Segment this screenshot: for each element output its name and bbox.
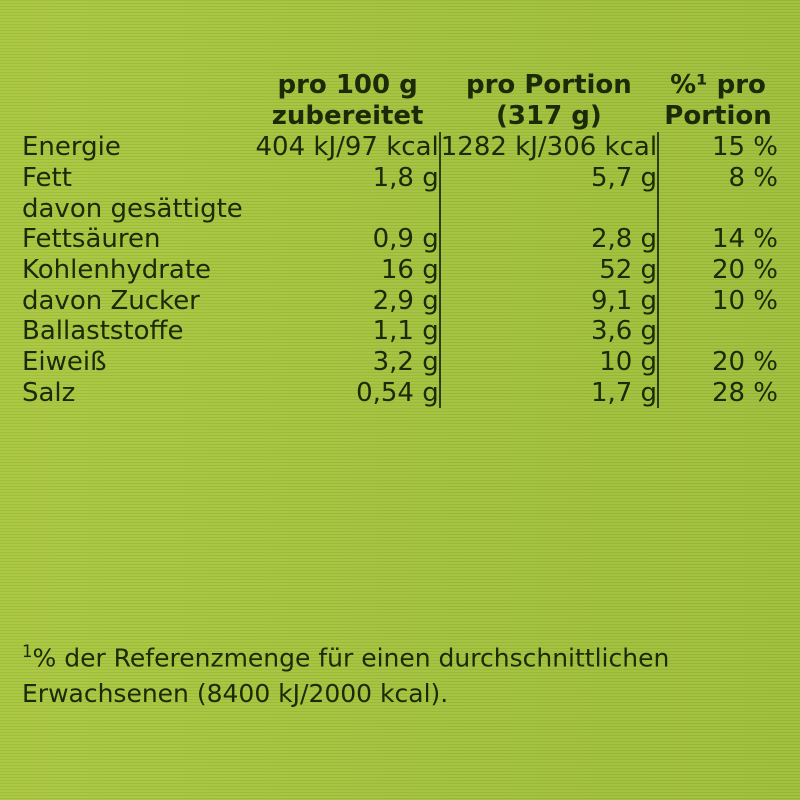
row-label: davon Zucker [22,285,200,316]
row-per-100g: 1,1 g [372,316,439,347]
row-label: Ballaststoffe [22,316,184,347]
row-label: davon gesättigte [22,193,243,224]
row-label: Fett [22,163,72,194]
header-per-100g [256,70,440,132]
table-header-row [22,70,778,132]
footnote-line-2: Erwachsenen (8400 kJ/2000 kcal). [22,678,449,708]
header-per-100g-line2: zubereitet [271,101,424,132]
table-row [22,286,778,317]
header-per-100g-line1: pro 100 g [277,70,418,100]
row-per-100g [256,194,440,225]
row-percent: 20 % [658,347,778,378]
header-per-portion-line1: pro Portion [465,70,632,100]
header-per-portion-line2: (317 g) [496,101,602,132]
footnote-line-1 [22,640,762,676]
row-per-portion: 5,7 g [440,163,658,194]
row-label: Fettsäuren [22,224,161,255]
row-percent: 14 % [658,224,778,255]
header-percent-line1: %¹ pro [670,70,766,100]
row-label: Energie [22,132,121,163]
row-per-portion: 2,8 g [440,224,658,255]
row-label: Kohlenhydrate [22,255,212,286]
nutrition-table [22,70,778,408]
row-per-100g: 0,54 g [356,377,439,408]
table-row [22,132,778,163]
table-row [22,347,778,378]
row-percent [658,316,778,347]
table-row [22,316,778,347]
row-per-portion: 10 g [440,347,658,378]
row-per-portion [440,194,658,225]
row-percent: 15 % [658,132,778,163]
row-percent: 10 % [658,286,778,317]
row-per-portion: 3,6 g [440,316,658,347]
row-per-portion: 9,1 g [440,286,658,317]
row-per-100g: 1,8 g [372,163,439,194]
footnote [22,640,762,711]
table-row [22,163,778,194]
row-per-100g: 16 g [380,255,439,286]
row-percent [658,194,778,225]
row-per-portion: 1,7 g [440,378,658,409]
row-percent: 28 % [658,378,778,409]
header-percent [658,70,778,132]
table-row [22,194,778,225]
row-per-portion: 52 g [440,255,658,286]
table-row [22,255,778,286]
header-percent-line2: Portion [664,101,772,132]
row-percent: 20 % [658,255,778,286]
row-per-100g: 404 kJ/97 kcal [255,132,439,163]
footnote-text-1: % der Referenzmenge für einen durchschnittlichen [32,643,670,673]
header-blank [22,70,256,132]
row-per-100g: 0,9 g [372,224,439,255]
row-per-portion: 1282 kJ/306 kcal [440,132,658,163]
row-label: Salz [22,377,76,408]
row-per-100g: 2,9 g [372,285,439,316]
footnote-marker: 1 [22,642,33,661]
table-row [22,378,778,409]
table-row [22,224,778,255]
nutrition-table-wrapper [22,70,778,408]
row-per-100g: 3,2 g [372,347,439,378]
row-label: Eiweiß [22,347,107,378]
row-percent: 8 % [658,163,778,194]
header-per-portion [440,70,658,132]
